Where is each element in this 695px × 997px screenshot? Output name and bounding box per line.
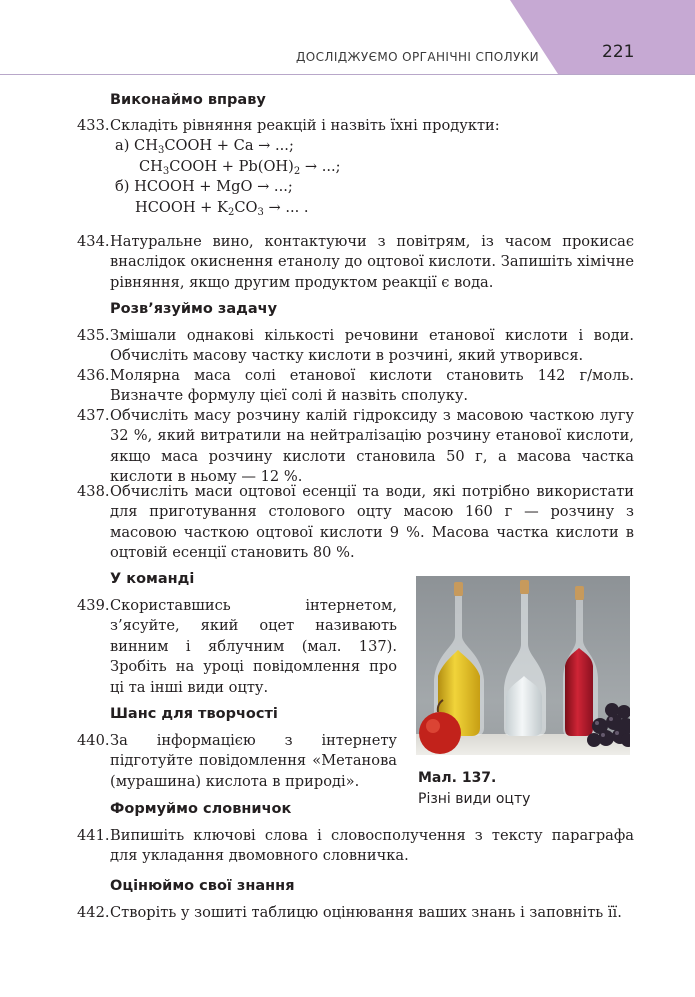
figure-title: Мал. 137. — [418, 770, 497, 786]
task-text: Змішали однакові кількості речовини етанової кислоти і води. Обчисліть масову частку кислоти в розчині, який утворився. — [110, 327, 634, 365]
equation-b2: HCOOH + $K_2CO_3$ → ... . — [135, 198, 309, 218]
task-number: 442. — [77, 904, 110, 921]
task-text: Обчисліть масу розчину калій гідроксиду з масовою часткою лугу 32 %, який витратили на нейтралізацію розчину етанової кислоти, якщо маса розчину кислоти становила 50 г, а масова частка кислоти в ньому — 12 %. — [110, 407, 634, 486]
task-number: 436. — [77, 367, 110, 384]
task-439 — [79, 596, 397, 698]
equation-label-b: б) — [115, 178, 130, 196]
section-heading-problem: Розв’язуймо задачу — [110, 301, 278, 317]
task-441 — [79, 826, 634, 867]
section-heading-creativity: Шанс для творчості — [110, 706, 278, 722]
equation-a1: а) $CH_3COOH + Ca$ → ...; — [115, 137, 294, 157]
task-text: Складіть рівняння реакцій і назвіть їхні продукти: — [110, 117, 500, 134]
task-438 — [79, 482, 634, 564]
section-heading-glossary: Формуймо словничок — [110, 801, 292, 817]
task-text: Створіть у зошиті таблицю оцінювання ваших знань і заповніть її. — [110, 904, 622, 921]
task-440 — [79, 731, 397, 792]
section-heading-assessment: Оцінюймо свої знання — [110, 878, 295, 894]
task-435 — [79, 326, 634, 367]
section-heading-exercise: Виконаймо вправу — [110, 92, 266, 108]
task-number: 441. — [77, 827, 110, 844]
task-437 — [79, 406, 634, 488]
task-number: 433. — [77, 117, 110, 134]
task-434 — [79, 232, 634, 293]
task-436 — [79, 366, 634, 407]
task-text: Випишіть ключові слова і словосполучення з тексту параграфа для укладання двомовного словничка. — [110, 827, 634, 865]
task-442 — [79, 903, 634, 923]
vinegar-bottles-photo — [416, 576, 630, 755]
task-433 — [79, 116, 634, 218]
header-rule — [0, 74, 695, 75]
figure-caption: Різні види оцту — [418, 791, 531, 807]
task-number: 438. — [77, 483, 110, 500]
page-number: 221 — [602, 42, 635, 62]
task-number: 440. — [77, 732, 110, 749]
task-text: Натуральне вино, контактуючи з повітрям, із часом прокисає внаслідок окиснення етанолу до оцтової кислоти. Запишіть хімічне рівняння, якщо другим продуктом реакції є вода. — [110, 233, 634, 291]
task-text: Обчисліть маси оцтової есенції та води, які потрібно використати для приготування столового оцту масою 160 г — розчину з масовою часткою оцтової кислоти 9 %. Масова частка кислоти в оцтовій есенції становить 80 %. — [110, 483, 634, 562]
equation-label-a: а) — [115, 137, 130, 155]
task-text: Скориставшись інтернетом, з’ясуйте, який оцет називають винним і яблучним (мал. 137). Зробіть на уроці повідомлення про ці та інші види оцту. — [110, 597, 397, 696]
task-text: Молярна маса солі етанової кислоти становить 142 г/моль. Визначте формулу цієї солі й назвіть сполуку. — [110, 367, 634, 405]
equation-a2: $CH_3COOH + Pb(OH)_2$ → ...; — [139, 157, 341, 177]
task-number: 439. — [77, 597, 110, 614]
task-number: 434. — [77, 233, 110, 250]
task-number: 437. — [77, 407, 110, 424]
running-head: ДОСЛІДЖУЄМО ОРГАНІЧНІ СПОЛУКИ — [296, 50, 540, 64]
task-number: 435. — [77, 327, 110, 344]
task-text: За інформацією з інтернету підготуйте повідомлення «Метанова (мурашина) кислота в природі». — [110, 732, 397, 790]
equation-b1: б) HCOOH + MgO → ...; — [115, 178, 293, 196]
section-heading-team: У команді — [110, 571, 195, 587]
